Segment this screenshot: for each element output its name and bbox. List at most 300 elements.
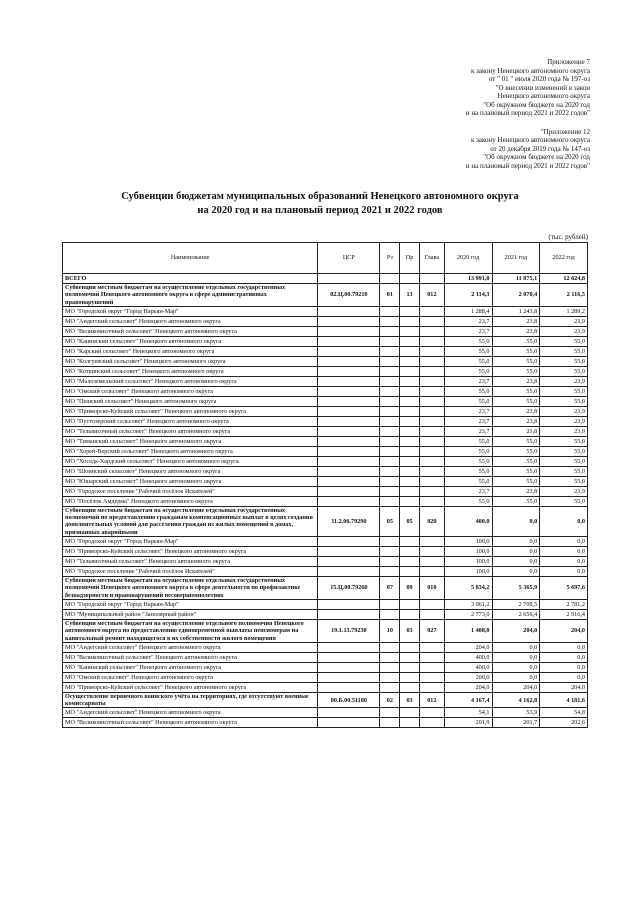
table-row [63, 652, 588, 662]
amount-2022: 204,0 [540, 682, 588, 692]
municipality-name: МО "Великовисочный сельсовет" Ненецкого автономного округа [63, 326, 318, 336]
amount-2020: 2 773,0 [444, 609, 492, 619]
empty-cell [400, 436, 420, 446]
amount-2022: 55,0 [540, 386, 588, 396]
table-row [63, 609, 588, 619]
empty-cell [419, 557, 444, 567]
municipality-name: МО "Малоземельский сельсовет" Ненецкого автономного округа [63, 376, 318, 386]
municipality-name: МО "Андегский сельсовет" Ненецкого автономного округа [63, 316, 318, 326]
amount-2020: 23,7 [444, 416, 492, 426]
empty-cell [380, 366, 400, 376]
amount-2020: 55,0 [444, 446, 492, 456]
csr-code: 11.2.06.79290 [318, 506, 380, 536]
empty-cell [318, 326, 380, 336]
empty-cell [380, 436, 400, 446]
amount-2020: 55,0 [444, 386, 492, 396]
table-row [63, 316, 588, 326]
total-2020: 13 991,0 [444, 274, 492, 284]
empty-cell [400, 547, 420, 557]
amount-2022: 55,0 [540, 346, 588, 356]
amount-2021: 0,0 [492, 506, 540, 536]
municipality-name: МО "Пустозерский сельсовет" Ненецкого автономного округа [63, 416, 318, 426]
empty-cell [318, 599, 380, 609]
empty-cell [380, 396, 400, 406]
amount-2020: 1 408,0 [444, 619, 492, 642]
amount-2022: 55,0 [540, 336, 588, 346]
empty-cell [318, 609, 380, 619]
empty-cell [419, 642, 444, 652]
table-row [63, 306, 588, 316]
empty-cell [318, 652, 380, 662]
empty-cell [380, 376, 400, 386]
empty-cell [318, 356, 380, 366]
amount-2020: 400,0 [444, 506, 492, 536]
column-header: Рз [380, 243, 400, 274]
amount-2021: 0,0 [492, 672, 540, 682]
empty-cell [400, 599, 420, 609]
csr-code: 80.Б.00.51180 [318, 692, 380, 708]
section-name: Субвенции местным бюджетам на осуществление отдельных государственных полномочий Ненецкого автономного округа в сфере административных правонарушений [63, 284, 318, 307]
csr-code: 02.Ц.00.79210 [318, 284, 380, 307]
csr-code: 19.1.13.79230 [318, 619, 380, 642]
table-header-row [63, 243, 588, 274]
table-row [63, 426, 588, 436]
amount-2020: 2 114,3 [444, 284, 492, 307]
empty-cell [419, 416, 444, 426]
amount-2020: 4 167,4 [444, 692, 492, 708]
amount-2020: 55,0 [444, 436, 492, 446]
amount-2021: 5 365,9 [492, 577, 540, 600]
amount-2020: 400,0 [444, 662, 492, 672]
title-line-1: Субвенции бюджетам муниципальных образований Ненецкого автономного округа [121, 191, 519, 202]
empty-cell [318, 476, 380, 486]
empty-cell [380, 496, 400, 506]
amount-2020: 200,0 [444, 672, 492, 682]
glava-code: 020 [419, 506, 444, 536]
amount-2022: 0,0 [540, 642, 588, 652]
amount-2021: 23,8 [492, 486, 540, 496]
empty-cell [318, 496, 380, 506]
empty-cell [419, 708, 444, 718]
municipality-name: МО "Тельвисочный сельсовет" Ненецкого автономного округа [63, 426, 318, 436]
municipality-name: МО "Приморско-Куйский сельсовет" Ненецкого автономного округа [63, 682, 318, 692]
empty-cell [419, 426, 444, 436]
glava-code: 012 [419, 692, 444, 708]
empty-cell [419, 456, 444, 466]
empty-cell [400, 672, 420, 682]
empty-cell [419, 537, 444, 547]
appendix-line: "О внесении изменений в закон [495, 83, 590, 92]
table-row [63, 547, 588, 557]
municipality-name: МО "Городской округ "Город Нарьян-Мар" [63, 537, 318, 547]
amount-2020: 100,0 [444, 537, 492, 547]
empty-cell [419, 662, 444, 672]
empty-cell [380, 609, 400, 619]
amount-2022: 0,0 [540, 537, 588, 547]
table-row [63, 356, 588, 366]
amount-2022: 0,0 [540, 557, 588, 567]
empty-cell [318, 306, 380, 316]
amount-2020: 55,0 [444, 466, 492, 476]
empty-cell [400, 652, 420, 662]
amount-2021: 4 162,8 [492, 692, 540, 708]
amount-2020: 204,0 [444, 642, 492, 652]
amount-2022: 55,0 [540, 396, 588, 406]
table-row [63, 599, 588, 609]
table-row [63, 436, 588, 446]
empty-cell [380, 718, 400, 728]
glava-code: 012 [419, 284, 444, 307]
empty-cell [318, 456, 380, 466]
section-name: Осуществление первичного воинского учёта на территориях, где отсутствуют военные комиссариаты [63, 692, 318, 708]
appendix-line: Приложение 7 [547, 58, 590, 66]
amount-2020: 204,0 [444, 682, 492, 692]
table-row [63, 567, 588, 577]
amount-2022: 2 781,2 [540, 599, 588, 609]
amount-2021: 2 656,4 [492, 609, 540, 619]
amount-2020: 201,9 [444, 718, 492, 728]
empty-cell [380, 416, 400, 426]
municipality-name: МО "Городской округ "Город Нарьян-Мар" [63, 306, 318, 316]
empty-cell [400, 416, 420, 426]
appendix-line: от 20 декабря 2019 года № 147-оз [490, 144, 590, 153]
amount-2021: 55,0 [492, 356, 540, 366]
column-header: Пр [400, 243, 420, 274]
section-row [63, 577, 588, 600]
empty-cell [380, 356, 400, 366]
empty-cell [400, 316, 420, 326]
amount-2021: 204,0 [492, 619, 540, 642]
section-row [63, 506, 588, 536]
municipality-name: МО "Тельвисочный сельсовет" Ненецкого автономного округа [63, 557, 318, 567]
empty-cell [400, 466, 420, 476]
empty-cell [318, 537, 380, 547]
amount-2020: 55,0 [444, 496, 492, 506]
amount-2021: 1 243,8 [492, 306, 540, 316]
column-header: Наименование [63, 243, 318, 274]
amount-2021: 23,8 [492, 416, 540, 426]
empty-cell [419, 718, 444, 728]
amount-2021: 55,0 [492, 336, 540, 346]
empty-cell [400, 386, 420, 396]
empty-cell [419, 547, 444, 557]
municipality-name: МО "Приморско-Куйский сельсовет" Ненецкого автономного округа [63, 547, 318, 557]
empty-cell [419, 376, 444, 386]
empty-cell [380, 456, 400, 466]
amount-2022: 2 116,5 [540, 284, 588, 307]
pr-code: 13 [400, 284, 420, 307]
empty-cell [400, 456, 420, 466]
section-name: Субвенции местным бюджетам на осуществление отдельных государственных полномочий по предоставлению гражданам компенсационных выплат в целях создания дополнительных условий для расселения граждан из жилых помещений в домах, признанных аварийными [63, 506, 318, 536]
empty-cell [318, 567, 380, 577]
amount-2020: 55,0 [444, 346, 492, 356]
amount-2022: 55,0 [540, 446, 588, 456]
empty-cell [318, 466, 380, 476]
amount-2022: 5 697,6 [540, 577, 588, 600]
municipality-name: МО "Пешский сельсовет" Ненецкого автономного округа [63, 396, 318, 406]
empty-cell [400, 642, 420, 652]
amount-2021: 204,0 [492, 682, 540, 692]
amount-2020: 55,0 [444, 336, 492, 346]
empty-cell [419, 396, 444, 406]
empty-cell [400, 306, 420, 316]
amount-2022: 23,9 [540, 486, 588, 496]
empty-cell [400, 662, 420, 672]
amount-2020: 55,0 [444, 356, 492, 366]
amount-2020: 1 288,4 [444, 306, 492, 316]
column-header: 2020 год [444, 243, 492, 274]
empty-cell [400, 609, 420, 619]
empty-cell [400, 567, 420, 577]
municipality-name: МО "Омский сельсовет" Ненецкого автономного округа [63, 386, 318, 396]
amount-2020: 23,7 [444, 406, 492, 416]
empty-cell [419, 356, 444, 366]
empty-cell [380, 346, 400, 356]
table-row [63, 662, 588, 672]
empty-cell [419, 436, 444, 446]
amount-2020: 100,0 [444, 547, 492, 557]
appendix-line: и на плановый период 2021 и 2022 годов" [465, 109, 590, 117]
appendix-line: от " 01 " июля 2020 года № 197-оз [488, 75, 590, 83]
amount-2022: 55,0 [540, 456, 588, 466]
amount-2021: 0,0 [492, 642, 540, 652]
empty-cell [380, 662, 400, 672]
glava-code: 010 [419, 577, 444, 600]
amount-2022: 1 289,2 [540, 306, 588, 316]
column-header: 2021 год [492, 243, 540, 274]
empty-cell [380, 537, 400, 547]
empty-cell [318, 672, 380, 682]
empty-cell [380, 386, 400, 396]
empty-cell [400, 326, 420, 336]
empty-cell [400, 446, 420, 456]
pr-code: 09 [400, 577, 420, 600]
table-row [63, 326, 588, 336]
municipality-name: МО "Хорей-Верский сельсовет" Ненецкого автономного округа [63, 446, 318, 456]
amount-2022: 0,0 [540, 547, 588, 557]
amount-2020: 23,7 [444, 376, 492, 386]
municipality-name: МО "Андегский сельсовет" Ненецкого автономного округа [63, 708, 318, 718]
amount-2021: 55,0 [492, 396, 540, 406]
empty-cell [318, 406, 380, 416]
empty-cell [400, 426, 420, 436]
appendix-header [290, 58, 590, 170]
section-row [63, 284, 588, 307]
amount-2022: 0,0 [540, 506, 588, 536]
municipality-name: МО "Колгуевский сельсовет" Ненецкого автономного округа [63, 356, 318, 366]
amount-2021: 55,0 [492, 436, 540, 446]
amount-2022: 54,8 [540, 708, 588, 718]
table-row [63, 446, 588, 456]
empty-cell [419, 316, 444, 326]
table-row [63, 456, 588, 466]
empty-cell [400, 336, 420, 346]
empty-cell [400, 682, 420, 692]
section-row [63, 692, 588, 708]
empty-cell [419, 446, 444, 456]
total-row [63, 274, 588, 284]
rz-code: 02 [380, 692, 400, 708]
empty-cell [400, 537, 420, 547]
amount-2020: 23,7 [444, 426, 492, 436]
amount-2021: 23,8 [492, 406, 540, 416]
municipality-name: МО "Хоседа-Хардский сельсовет" Ненецкого автономного округа [63, 456, 318, 466]
amount-2020: 5 834,2 [444, 577, 492, 600]
municipality-name: МО "Городское поселение "Рабочий посёлок Искателей" [63, 567, 318, 577]
empty-cell [380, 652, 400, 662]
amount-2021: 55,0 [492, 496, 540, 506]
table-row [63, 496, 588, 506]
amount-2022: 23,9 [540, 376, 588, 386]
empty-cell [419, 672, 444, 682]
empty-cell [318, 426, 380, 436]
amount-2021: 55,0 [492, 366, 540, 376]
amount-2022: 23,9 [540, 406, 588, 416]
empty-cell [419, 496, 444, 506]
municipality-name: МО "Тиманский сельсовет" Ненецкого автономного округа [63, 436, 318, 446]
empty-cell [419, 652, 444, 662]
total-2022: 12 624,8 [540, 274, 588, 284]
amount-2021: 2 070,4 [492, 284, 540, 307]
empty-cell [318, 436, 380, 446]
empty-cell [318, 682, 380, 692]
empty-cell [400, 557, 420, 567]
title-line-2: на 2020 год и на плановый период 2021 и 2022 годов [197, 205, 443, 216]
empty-cell [318, 416, 380, 426]
amount-2022: 202,6 [540, 718, 588, 728]
empty-cell [318, 446, 380, 456]
empty-cell [419, 336, 444, 346]
amount-2022: 55,0 [540, 496, 588, 506]
empty-cell [318, 386, 380, 396]
amount-2022: 55,0 [540, 366, 588, 376]
amount-2021: 55,0 [492, 456, 540, 466]
municipality-name: МО "Канинский сельсовет" Ненецкого автономного округа [63, 662, 318, 672]
amount-2022: 2 916,4 [540, 609, 588, 619]
empty-cell [380, 326, 400, 336]
empty-cell [380, 599, 400, 609]
municipality-name: МО "Коткинский сельсовет" Ненецкого автономного округа [63, 366, 318, 376]
empty-cell [380, 406, 400, 416]
empty-cell [419, 599, 444, 609]
empty-cell [318, 396, 380, 406]
glava-code: 027 [419, 619, 444, 642]
rz-code: 01 [380, 284, 400, 307]
amount-2022: 55,0 [540, 436, 588, 446]
empty-cell [380, 557, 400, 567]
empty-cell [380, 316, 400, 326]
amount-2020: 55,0 [444, 476, 492, 486]
amount-2020: 3 061,2 [444, 599, 492, 609]
amount-2020: 400,0 [444, 652, 492, 662]
municipality-name: МО "Андегский сельсовет" Ненецкого автономного округа [63, 642, 318, 652]
amount-2022: 0,0 [540, 662, 588, 672]
amount-2022: 204,0 [540, 619, 588, 642]
amount-2020: 23,7 [444, 316, 492, 326]
column-header: Глава [419, 243, 444, 274]
empty-cell [318, 336, 380, 346]
empty-cell [400, 476, 420, 486]
amount-2021: 0,0 [492, 652, 540, 662]
pr-code: 05 [400, 506, 420, 536]
municipality-name: МО "Великовисочный сельсовет" Ненецкого автономного округа [63, 652, 318, 662]
total-label: ВСЕГО [63, 274, 318, 284]
empty-cell [419, 366, 444, 376]
appendix-line: к закону Ненецкого автономного округа [470, 136, 590, 144]
empty-cell [400, 496, 420, 506]
municipality-name: МО "Великовисочный сельсовет" Ненецкого автономного округа [63, 718, 318, 728]
empty-cell [318, 557, 380, 567]
document-title [0, 190, 640, 218]
municipality-name: МО "Посёлок Амдерма" Ненецкого автономного округа [63, 496, 318, 506]
amount-2022: 55,0 [540, 356, 588, 366]
empty-cell [318, 486, 380, 496]
table-row [63, 346, 588, 356]
amount-2021: 2 709,5 [492, 599, 540, 609]
table-row [63, 486, 588, 496]
municipality-name: МО "Канинский сельсовет" Ненецкого автономного округа [63, 336, 318, 346]
table-row [63, 708, 588, 718]
section-name: Субвенции местным бюджетам на осуществление отдельного полномочия Ненецкого автономного округа по предоставлению единовременной выплаты пенсионерам на капитальный ремонт находящегося в их собственности жилого помещения [63, 619, 318, 642]
municipality-name: МО "Шоинский сельсовет" Ненецкого автономного округа [63, 466, 318, 476]
table-row [63, 466, 588, 476]
amount-2021: 55,0 [492, 466, 540, 476]
empty-cell [380, 476, 400, 486]
amount-2021: 55,0 [492, 386, 540, 396]
total-2021: 11 875,1 [492, 274, 540, 284]
appendix-line: "Приложение 12 [540, 127, 590, 136]
empty-cell [400, 396, 420, 406]
empty-cell [380, 466, 400, 476]
empty-cell [400, 356, 420, 366]
empty-cell [380, 336, 400, 346]
empty-cell [419, 466, 444, 476]
units-label: (тыс. рублей) [548, 233, 588, 241]
amount-2021: 0,0 [492, 662, 540, 672]
table-row [63, 366, 588, 376]
amount-2021: 55,0 [492, 446, 540, 456]
empty-cell [318, 376, 380, 386]
empty-cell [380, 486, 400, 496]
amount-2020: 54,1 [444, 708, 492, 718]
empty-cell [380, 567, 400, 577]
table-row [63, 396, 588, 406]
amount-2021: 0,0 [492, 537, 540, 547]
empty-cell [380, 642, 400, 652]
table-row [63, 476, 588, 486]
section-row [63, 619, 588, 642]
empty-cell [419, 386, 444, 396]
empty-cell [419, 306, 444, 316]
table-row [63, 336, 588, 346]
amount-2021: 53,9 [492, 708, 540, 718]
amount-2021: 0,0 [492, 557, 540, 567]
empty-cell [419, 682, 444, 692]
amount-2022: 23,9 [540, 426, 588, 436]
amount-2021: 23,8 [492, 316, 540, 326]
amount-2022: 55,0 [540, 476, 588, 486]
empty-cell [400, 718, 420, 728]
empty-cell [318, 708, 380, 718]
amount-2022: 23,9 [540, 316, 588, 326]
empty-cell [400, 366, 420, 376]
amount-2022: 0,0 [540, 652, 588, 662]
amount-2022: 55,0 [540, 466, 588, 476]
amount-2021: 201,7 [492, 718, 540, 728]
municipality-name: МО "Муниципальный район "Заполярный район" [63, 609, 318, 619]
amount-2021: 0,0 [492, 567, 540, 577]
amount-2021: 0,0 [492, 547, 540, 557]
